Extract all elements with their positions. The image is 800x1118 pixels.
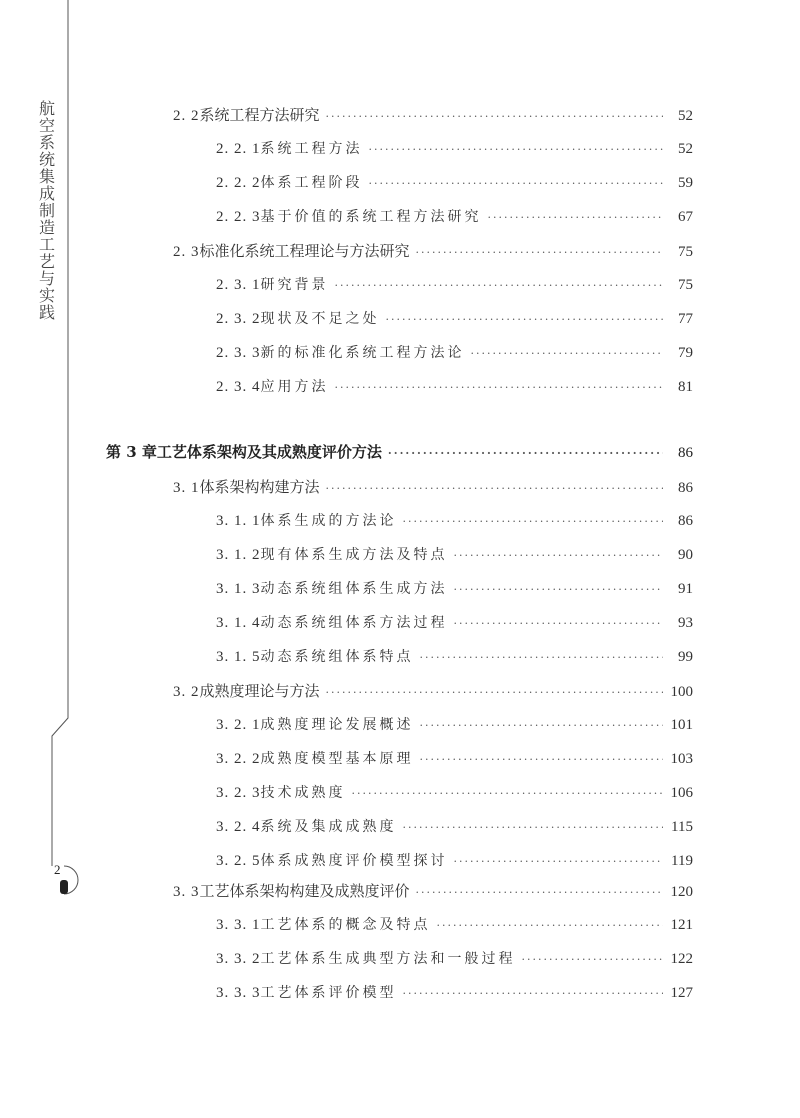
toc-entry-page: 86	[678, 513, 693, 529]
toc-dot-leader	[352, 787, 664, 800]
toc-entry-page: 121	[670, 917, 693, 933]
toc-entry[interactable]	[216, 578, 693, 600]
toc-entry-number: 3. 3. 2	[216, 951, 261, 967]
toc-dot-leader	[403, 515, 664, 528]
toc-entry[interactable]	[216, 376, 693, 398]
toc-entry-number: 3. 2. 5	[216, 853, 261, 869]
toc-entry-title: 体系成熟度评价模型探讨	[260, 853, 448, 869]
toc-entry-page: 75	[678, 244, 693, 260]
toc-entry[interactable]	[173, 680, 693, 702]
toc-dot-leader	[437, 919, 664, 932]
toc-dot-leader	[454, 855, 664, 868]
toc-entry-number: 3. 3	[173, 884, 200, 900]
toc-entry[interactable]	[216, 948, 693, 970]
toc-entry-page: 77	[678, 311, 693, 327]
toc-entry-number: 3. 3. 3	[216, 985, 261, 1001]
toc-entry-title: 技术成熟度	[260, 785, 346, 801]
toc-entry-page: 127	[670, 985, 693, 1001]
toc-entry-number: 2. 2	[173, 108, 200, 124]
toc-entry-page: 93	[678, 615, 693, 631]
toc-dot-leader	[454, 617, 664, 630]
toc-entry[interactable]	[216, 274, 693, 296]
toc-entry-number: 3. 1. 5	[216, 649, 261, 665]
toc-entry-number: 2. 2. 2	[216, 175, 261, 191]
toc-entry-page: 86	[678, 480, 693, 496]
toc-entry[interactable]	[216, 138, 693, 160]
toc-entry-page: 91	[678, 581, 693, 597]
toc-entry-title: 标准化系统工程理论与方法研究	[199, 242, 410, 260]
toc-entry-title: 应用方法	[260, 379, 329, 395]
page-number: 2	[54, 862, 61, 877]
book-title-vertical: 航空系统集成制造工艺与实践	[38, 99, 55, 322]
toc-entry-title: 体系工程阶段	[260, 175, 363, 191]
toc-entry-number: 2. 3. 1	[216, 277, 261, 293]
toc-entry-title: 基于价值的系统工程方法研究	[260, 209, 482, 225]
toc-entry-page: 120	[670, 884, 693, 900]
toc-entry-title: 工艺体系生成典型方法和一般过程	[260, 951, 516, 967]
toc-entry[interactable]	[173, 240, 693, 262]
toc-dot-leader	[403, 987, 664, 1000]
toc-dot-leader	[326, 686, 663, 699]
toc-dot-leader	[420, 719, 664, 732]
toc-dot-leader	[335, 279, 664, 292]
toc-entry[interactable]	[173, 476, 693, 498]
toc-entry[interactable]	[216, 544, 693, 566]
toc-entry[interactable]	[216, 612, 693, 634]
toc-entry[interactable]	[173, 880, 693, 902]
toc-dot-leader	[454, 549, 664, 562]
toc-entry-number: 3. 2. 1	[216, 717, 261, 733]
toc-dot-leader	[488, 211, 664, 224]
toc-dot-leader	[416, 246, 663, 259]
toc-dot-leader	[454, 583, 664, 596]
toc-entry[interactable]	[216, 206, 693, 228]
toc-entry-title: 系统工程方法	[260, 141, 363, 157]
toc-entry[interactable]	[173, 104, 693, 126]
toc-entry-page: 86	[678, 445, 693, 461]
toc-entry-page: 99	[678, 649, 693, 665]
toc-entry-title: 工艺体系架构及其成熟度评价方法	[156, 443, 382, 461]
toc-entry-title: 动态系统组体系方法过程	[260, 615, 448, 631]
toc-entry-number: 2. 3	[173, 244, 200, 260]
toc-entry[interactable]	[216, 850, 693, 872]
toc-entry-number: 3. 1. 1	[216, 513, 261, 529]
toc-dot-leader	[420, 753, 664, 766]
toc-dot-leader	[386, 313, 664, 326]
toc-entry[interactable]	[216, 172, 693, 194]
toc-entry[interactable]	[216, 982, 693, 1004]
toc-entry-number: 2. 3. 2	[216, 311, 261, 327]
toc-entry-page: 75	[678, 277, 693, 293]
toc-entry-title: 现有体系生成方法及特点	[260, 547, 448, 563]
toc-entry-title: 研究背景	[260, 277, 329, 293]
toc-dot-leader	[388, 447, 663, 460]
toc-entry-title: 工艺体系架构构建及成熟度评价	[199, 882, 410, 900]
toc-dot-leader	[326, 110, 663, 123]
toc-entry-title: 现状及不足之处	[260, 311, 380, 327]
toc-entry-title: 工艺体系的概念及特点	[260, 917, 431, 933]
toc-entry-number: 3. 2. 3	[216, 785, 261, 801]
toc-entry-number: 3. 1. 4	[216, 615, 261, 631]
toc-entry[interactable]	[216, 914, 693, 936]
toc-dot-leader	[403, 821, 664, 834]
toc-entry-number: 2. 3. 3	[216, 345, 261, 361]
toc-entry-title: 系统及集成成熟度	[260, 819, 397, 835]
toc-entry-number: 3. 2. 4	[216, 819, 261, 835]
toc-dot-leader	[369, 177, 664, 190]
toc-dot-leader	[335, 381, 664, 394]
toc-dot-leader	[326, 482, 663, 495]
toc-entry-page: 115	[671, 819, 693, 835]
toc-entry-title: 新的标准化系统工程方法论	[260, 345, 465, 361]
toc-entry-number: 3. 2	[173, 684, 200, 700]
toc-entry[interactable]	[216, 748, 693, 770]
toc-entry[interactable]	[216, 510, 693, 532]
toc-dot-leader	[416, 886, 663, 899]
toc-dot-leader	[471, 347, 664, 360]
toc-dot-leader	[420, 651, 664, 664]
toc-entry-number: 3. 2. 2	[216, 751, 261, 767]
toc-entry-page: 103	[670, 751, 693, 767]
toc-entry-title: 成熟度理论与方法	[199, 682, 320, 700]
toc-entry-number: 2. 2. 3	[216, 209, 261, 225]
toc-entry[interactable]	[216, 646, 693, 668]
toc-entry-page: 106	[670, 785, 693, 801]
toc-entry-page: 122	[670, 951, 693, 967]
toc-entry-page: 52	[678, 108, 693, 124]
toc-entry-number: 2. 3. 4	[216, 379, 261, 395]
toc-entry[interactable]	[216, 816, 693, 838]
toc-entry-page: 100	[670, 684, 693, 700]
toc-entry-title: 动态系统组体系特点	[260, 649, 414, 665]
toc-entry-title: 成熟度模型基本原理	[260, 751, 414, 767]
toc-entry-page: 52	[678, 141, 693, 157]
toc-entry[interactable]	[216, 308, 693, 330]
toc-entry-number: 3. 1. 3	[216, 581, 261, 597]
toc-entry-title: 成熟度理论发展概述	[260, 717, 414, 733]
toc-entry-page: 90	[678, 547, 693, 563]
toc-entry-title: 动态系统组体系生成方法	[260, 581, 448, 597]
toc-entry-number: 3. 3. 1	[216, 917, 261, 933]
toc-entry[interactable]	[216, 782, 693, 804]
toc-entry-page: 101	[670, 717, 693, 733]
toc-dot-leader	[369, 143, 664, 156]
toc-entry-page: 59	[678, 175, 693, 191]
toc-entry-number: 3. 1	[173, 480, 200, 496]
toc-dot-leader	[522, 953, 664, 966]
toc-entry-title: 体系架构构建方法	[199, 478, 320, 496]
toc-entry-page: 79	[678, 345, 693, 361]
toc-entry[interactable]	[216, 714, 693, 736]
toc-entry-page: 81	[678, 379, 693, 395]
toc-entry-number: 3. 1. 2	[216, 547, 261, 563]
toc-entry-title: 系统工程方法研究	[199, 106, 320, 124]
toc-entry[interactable]	[106, 441, 693, 463]
toc-entry-number: 第 3 章	[106, 443, 157, 461]
toc-entry-page: 119	[671, 853, 693, 869]
toc-entry[interactable]	[216, 342, 693, 364]
toc-entry-title: 体系生成的方法论	[260, 513, 397, 529]
toc-entry-title: 工艺体系评价模型	[260, 985, 397, 1001]
toc-entry-number: 2. 2. 1	[216, 141, 261, 157]
toc-entry-page: 67	[678, 209, 693, 225]
